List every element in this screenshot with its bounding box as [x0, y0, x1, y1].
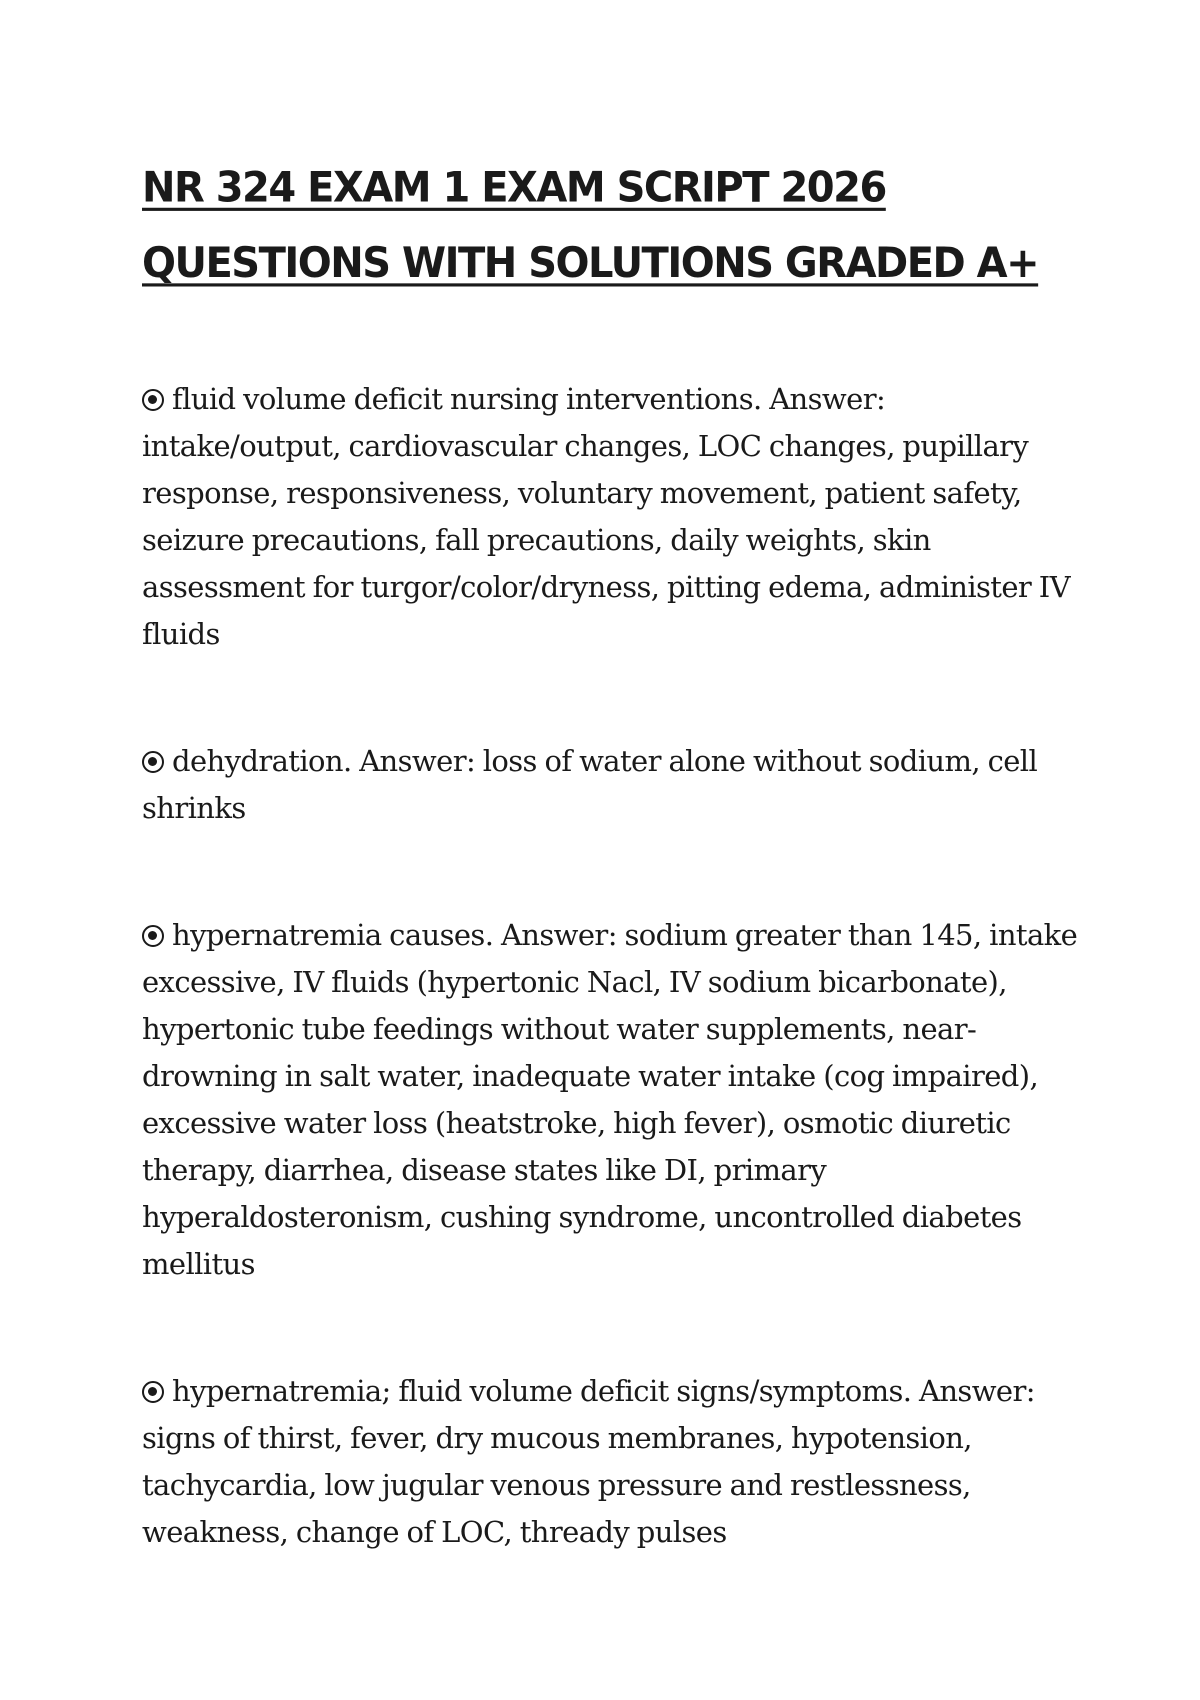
- list-item: [142, 376, 1082, 658]
- list-item: [142, 1368, 1082, 1556]
- question-answer-text: dehydration. Answer: loss of water alone without sodium, cell shrinks: [142, 744, 1038, 825]
- radio-bullet-icon: [142, 751, 164, 773]
- radio-bullet-icon: [142, 389, 164, 411]
- radio-bullet-icon: [142, 1381, 164, 1403]
- document-title: [142, 150, 1082, 301]
- radio-bullet-icon: [142, 925, 164, 947]
- title-line-2: QUESTIONS WITH SOLUTIONS GRADED A+: [142, 239, 1039, 288]
- question-answer-text: hypernatremia; fluid volume deficit signs/symptoms. Answer: signs of thirst, fever, dry mucous membranes, hypotension, tachycardia, low jugular venous pressure and restlessness, weakness, change of LOC, thready pulses: [142, 1374, 1035, 1549]
- document-page: [142, 150, 1082, 1556]
- question-list: [142, 376, 1082, 1556]
- question-answer-text: hypernatremia causes. Answer: sodium greater than 145, intake excessive, IV fluids (hypertonic Nacl, IV sodium bicarbonate), hypertonic tube feedings without water supplements, near-drowning in salt water, inadequate water intake (cog impaired), excessive water loss (heatstroke, high fever), osmotic diuretic therapy, diarrhea, disease states like DI, primary hyperaldosteronism, cushing syndrome, uncontrolled diabetes mellitus: [142, 918, 1078, 1281]
- question-answer-text: fluid volume deficit nursing interventions. Answer: intake/output, cardiovascular changes, LOC changes, pupillary response, responsiveness, voluntary movement, patient safety, seizure precautions, fall precautions, daily weights, skin assessment for turgor/color/dryness, pitting edema, administer IV fluids: [142, 382, 1070, 651]
- title-line-1: NR 324 EXAM 1 EXAM SCRIPT 2026: [142, 163, 886, 212]
- list-item: [142, 912, 1082, 1288]
- list-item: [142, 738, 1082, 832]
